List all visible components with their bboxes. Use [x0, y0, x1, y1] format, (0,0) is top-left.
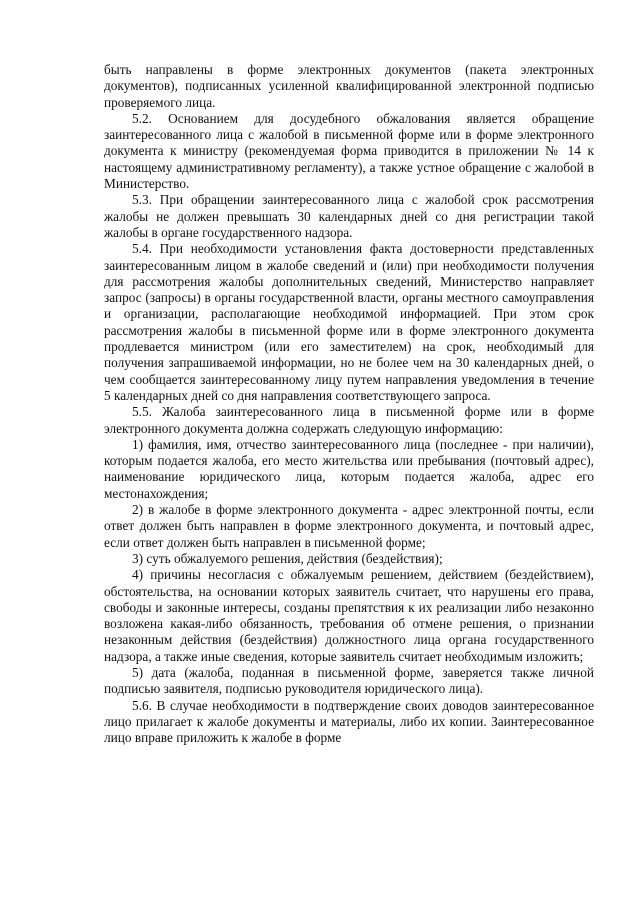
- document-body: [104, 62, 594, 746]
- list-item-1: 1) фамилия, имя, отчество заинтересованного лица (последнее - при наличии), которым подается жалоба, его место жительства или пребывания (почтовый адрес), наименование юридического лица, которым подается жалоба, адрес его местонахождения;: [104, 436, 594, 501]
- list-item-2: 2) в жалобе в форме электронного документа - адрес электронной почты, если ответ должен быть направлен в форме электронного документа, и почтовый адрес, если ответ должен быть направлен в письменной форме;: [104, 502, 594, 550]
- list-item-5: 5) дата (жалоба, поданная в письменной форме, заверяется также личной подписью заявителя, подписью руководителя юридического лица).: [104, 664, 594, 697]
- paragraph-5-2: 5.2. Основанием для досудебного обжалования является обращение заинтересованного лица с жалобой в письменной форме или в форме электронного документа к министру (рекомендуемая форма приводится в приложении № 14 к настоящему административному регламенту), а также устное обращение с жалобой в Министерство.: [104, 110, 594, 192]
- paragraph-5-4: 5.4. При необходимости установления факта достоверности представленных заинтересованным лицом в жалобе сведений и (или) при необходимости получения для рассмотрения жалобы дополнительных сведений, Министерство направляет запрос (запросы) в органы государственной власти, органы местного самоуправления и организации, располагающие необходимой информацией. При этом срок рассмотрения жалобы в письменной форме или в форме электронного документа продлевается министром (или его заместителем) на срок, необходимый для получения запрашиваемой информации, но не более чем на 30 календарных дней, о чем сообщается заинтересованному лицу путем направления уведомления в течение 5 календарных дней со дня направления соответствующего запроса.: [104, 241, 594, 403]
- paragraph-5-3: 5.3. При обращении заинтересованного лица с жалобой срок рассмотрения жалобы не должен превышать 30 календарных дней со дня регистрации такой жалобы в органе государственного надзора.: [104, 192, 594, 240]
- paragraph-5-5: 5.5. Жалоба заинтересованного лица в письменной форме или в форме электронного документа должна содержать следующую информацию:: [104, 404, 594, 436]
- paragraph-5-6: 5.6. В случае необходимости в подтверждение своих доводов заинтересованное лицо прилагает к жалобе документы и материалы, либо их копии. Заинтересованное лицо вправе приложить к жалобе в форме: [104, 697, 594, 746]
- paragraph-continuation: быть направлены в форме электронных документов (пакета электронных документов), подписанных усиленной квалифицированной электронной подписью проверяемого лица.: [104, 62, 594, 110]
- list-item-4: 4) причины несогласия с обжалуемым решением, действием (бездействием), обстоятельства, на основании которых заявитель считает, что нарушены его права, свободы и законные интересы, созданы препятствия к их реализации либо незаконно возложена какая-либо обязанность, требования об отмене решения, о признании незаконным действия (бездействия) должностного лица органа государственного надзора, а также иные сведения, которые заявитель считает необходимым изложить;: [104, 567, 594, 664]
- list-item-3: 3) суть обжалуемого решения, действия (бездействия);: [132, 550, 443, 566]
